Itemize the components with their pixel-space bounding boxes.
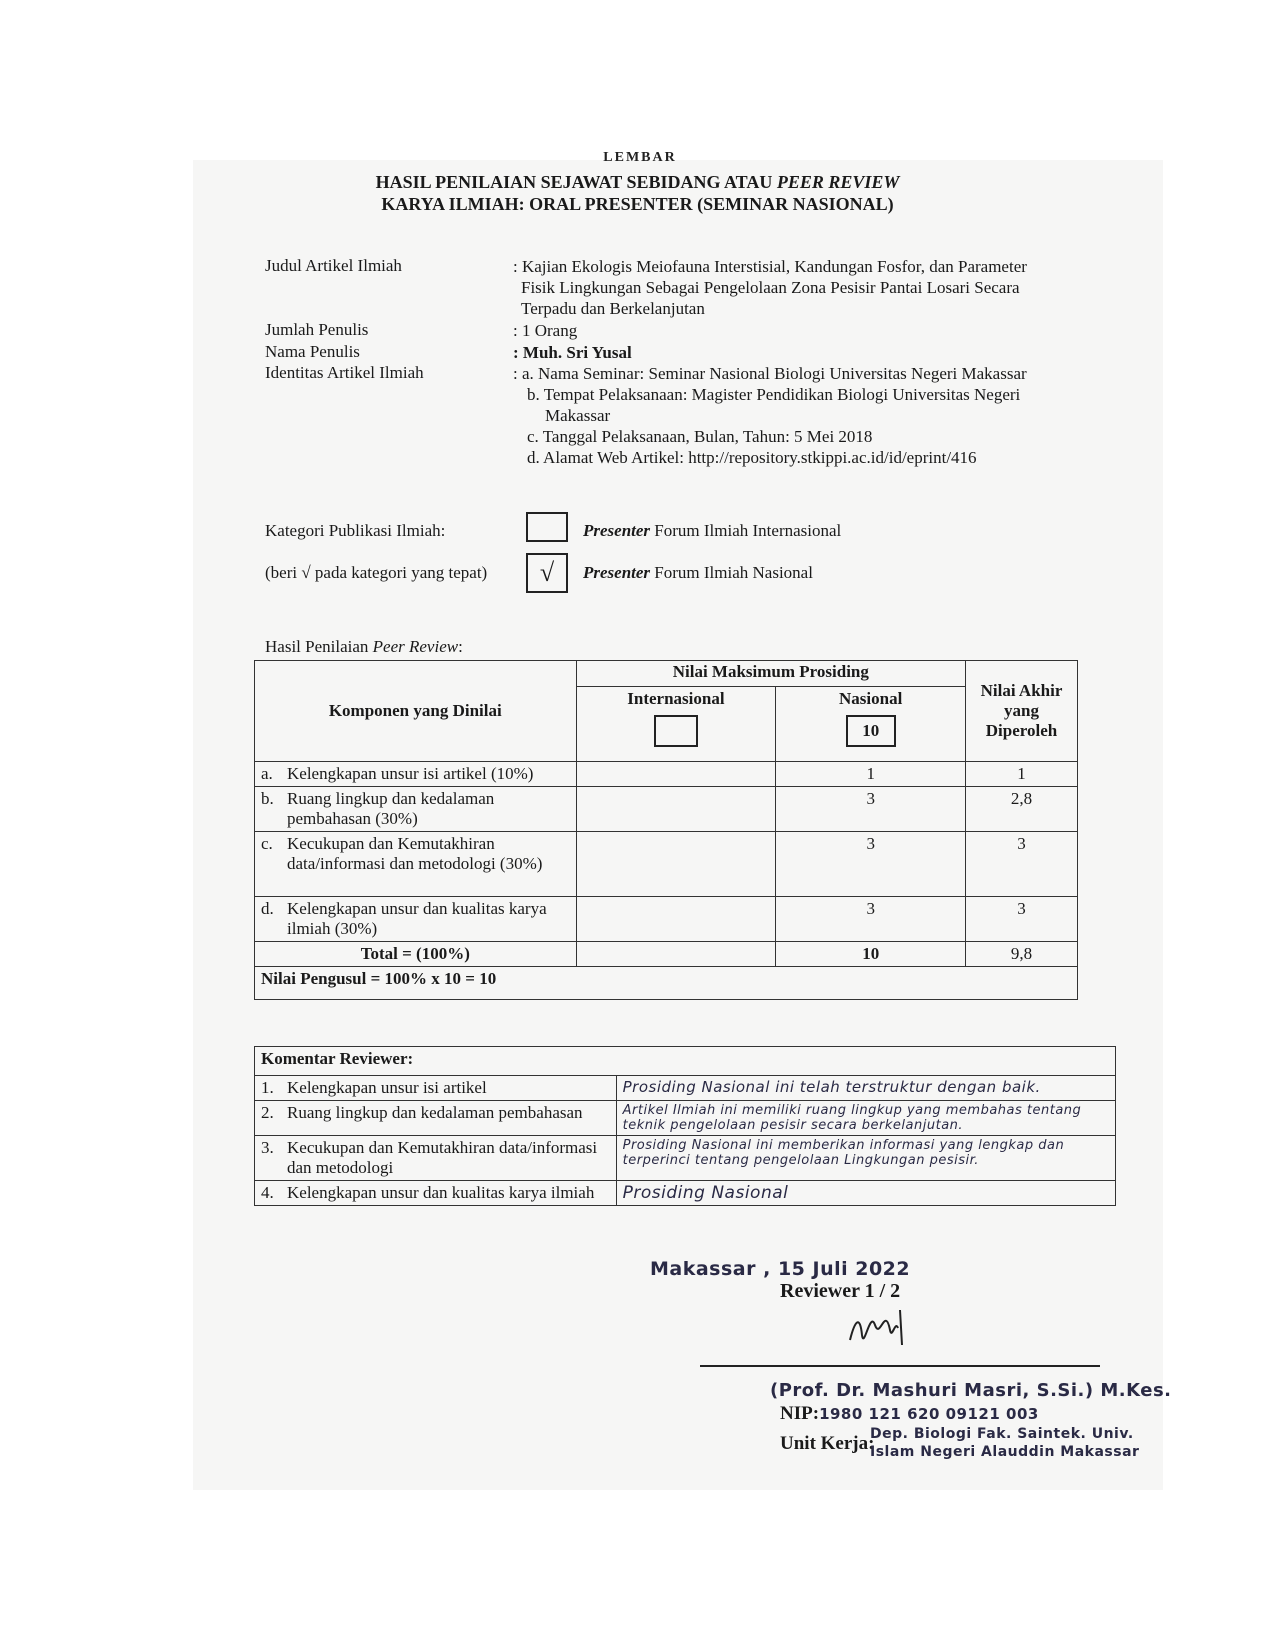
signature-line <box>700 1365 1100 1367</box>
header-lembar: LEMBAR <box>603 150 677 165</box>
reviewer-name: (Prof. Dr. Mashuri Masri, S.Si.) M.Kes. <box>770 1380 1172 1401</box>
checkbox-nasional[interactable]: √ <box>526 553 568 593</box>
col-nilai-maks: Nilai Maksimum Prosiding <box>576 661 966 687</box>
table-row: d. Kelengkapan unsur dan kualitas karya ilmiah (30%) 3 3 <box>255 897 1078 942</box>
col-nilai-akhir: Nilai Akhir yang Diperoleh <box>966 661 1078 762</box>
table-row: c. Kecukupan dan Kemutakhiran data/informasi dan metodologi (30%) 3 3 <box>255 832 1078 897</box>
jumlah-penulis-value: : 1 Orang <box>513 321 578 340</box>
comment-1: Prosiding Nasional ini telah terstruktur dengan baik. <box>616 1076 1115 1101</box>
pengusul-row: Nilai Pengusul = 100% x 10 = 10 <box>255 967 1078 1000</box>
kategori-hint: (beri √ pada kategori yang tepat) <box>265 563 488 582</box>
signature-scribble <box>840 1300 960 1360</box>
review-caption: Hasil Penilaian Peer Review: <box>265 637 463 656</box>
option-internasional: Presenter Forum Ilmiah Internasional <box>583 521 842 540</box>
checkbox-internasional[interactable] <box>526 512 568 542</box>
identitas-value: : a. Nama Seminar: Seminar Nasional Biologi Universitas Negeri Makassar b. Tempat Pelaksanaan: Magister Pendidikan Biologi Universitas Negeri Makassar c. Tanggal Pelaksanaan, Bulan, Tahun: 5 Mei 2018 d. Alamat Web Artikel: http://repository.stkippi.ac.id/id/eprint/416 <box>513 364 1027 467</box>
reviewer-label: Reviewer 1 / 2 <box>780 1280 901 1302</box>
unit-kerja-value: Dep. Biologi Fak. Saintek. Univ. Islam Negeri Alauddin Makassar <box>870 1426 1140 1460</box>
komentar-title: Komentar Reviewer: <box>255 1047 1116 1076</box>
comment-4: Prosiding Nasional <box>616 1181 1115 1206</box>
box-nasional: 10 <box>846 715 896 747</box>
title-line-1: HASIL PENILAIAN SEJAWAT SEBIDANG ATAU PEER REVIEW <box>375 172 900 192</box>
col-nasional: Nasional 10 <box>776 686 966 761</box>
table-row: 3. Kecukupan dan Kemutakhiran data/informasi dan metodologi Prosiding Nasional ini memberikan informasi yang lengkap dan terperinci tentang pengelolaan Lingkungan pesisir. <box>255 1136 1116 1181</box>
identitas-label: Identitas Artikel Ilmiah <box>265 363 424 382</box>
nama-penulis-value: : Muh. Sri Yusal <box>513 343 632 362</box>
judul-label: Judul Artikel Ilmiah <box>265 256 402 275</box>
total-row: Total = (100%) 10 9,8 <box>255 942 1078 967</box>
nama-penulis-label: Nama Penulis <box>265 342 360 361</box>
table-row: 2. Ruang lingkup dan kedalaman pembahasan Artikel Ilmiah ini memiliki ruang lingkup yang membahas tentang teknik pengelolaan pesisir secara berkelanjutan. <box>255 1101 1116 1136</box>
table-row: 4. Kelengkapan unsur dan kualitas karya ilmiah Prosiding Nasional <box>255 1181 1116 1206</box>
comment-3: Prosiding Nasional ini memberikan informasi yang lengkap dan terperinci tentang pengelolaan Lingkungan pesisir. <box>616 1136 1115 1181</box>
table-row: b. Ruang lingkup dan kedalaman pembahasan (30%) 3 2,8 <box>255 787 1078 832</box>
box-internasional <box>654 715 698 747</box>
col-komponen: Komponen yang Dinilai <box>255 661 577 762</box>
review-table <box>254 660 1078 1000</box>
kategori-label: Kategori Publikasi Ilmiah: <box>265 521 446 540</box>
table-row: a. Kelengkapan unsur isi artikel (10%) 1 1 <box>255 762 1078 787</box>
place-date: Makassar , 15 Juli 2022 <box>650 1258 911 1280</box>
title-line-2: KARYA ILMIAH: ORAL PRESENTER (SEMINAR NASIONAL) <box>381 194 894 214</box>
nip-row: NIP:1980 121 620 09121 003 <box>780 1403 1039 1424</box>
jumlah-penulis-label: Jumlah Penulis <box>265 320 369 339</box>
unit-kerja-label: Unit Kerja: <box>780 1433 875 1454</box>
col-internasional: Internasional <box>576 686 776 761</box>
option-nasional: Presenter Forum Ilmiah Nasional <box>583 563 813 582</box>
komentar-table <box>254 1046 1116 1206</box>
comment-2: Artikel Ilmiah ini memiliki ruang lingkup yang membahas tentang teknik pengelolaan pesisir secara berkelanjutan. <box>616 1101 1115 1136</box>
judul-value: : Kajian Ekologis Meiofauna Interstisial, Kandungan Fosfor, dan Parameter Fisik Lingkungan Sebagai Pengelolaan Zona Pesisir Pantai Losari Secara Terpadu dan Berkelanjutan <box>513 257 1027 318</box>
table-row: 1. Kelengkapan unsur isi artikel Prosiding Nasional ini telah terstruktur dengan baik. <box>255 1076 1116 1101</box>
